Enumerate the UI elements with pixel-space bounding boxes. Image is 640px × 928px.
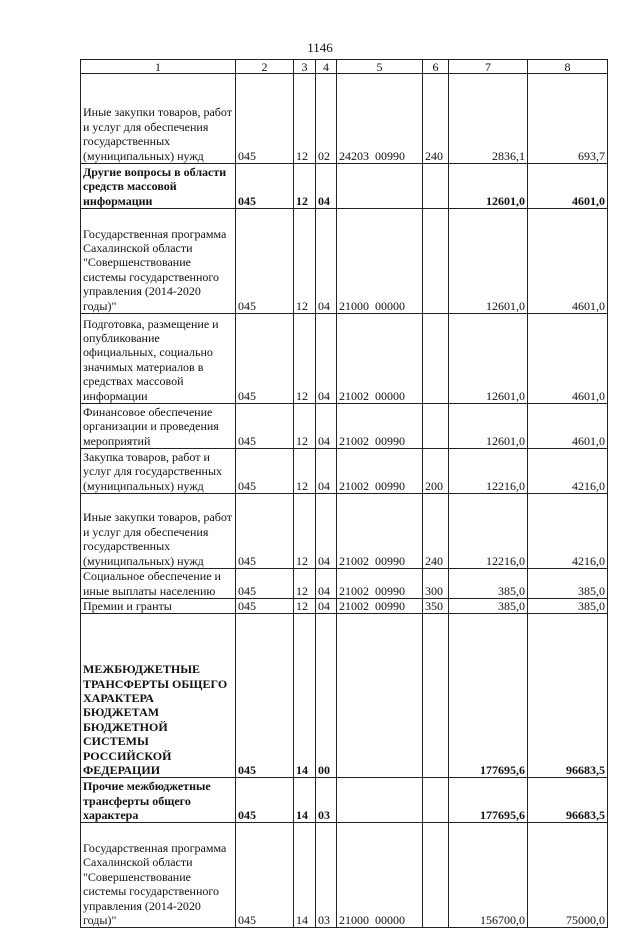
subchapter-code: 04 <box>316 164 337 209</box>
row-name: Иные закупки товаров, работ и услуг для обеспечения государственных (муниципальных) нужд <box>81 74 236 164</box>
table-row <box>81 614 608 778</box>
table-row <box>81 494 608 569</box>
table-row <box>81 599 608 614</box>
amount-col7: 385,0 <box>449 599 528 614</box>
column-header: 4 <box>316 60 337 74</box>
expense-type-code: 240 <box>423 74 449 164</box>
amount-col8: 75000,0 <box>528 823 608 928</box>
subchapter-code: 04 <box>316 449 337 494</box>
amount-col8: 4601,0 <box>528 209 608 314</box>
chapter-code: 12 <box>294 569 316 599</box>
chapter-code: 14 <box>294 778 316 823</box>
subchapter-code: 04 <box>316 404 337 449</box>
subchapter-code: 03 <box>316 823 337 928</box>
amount-col7: 12601,0 <box>449 404 528 449</box>
expense-type-code <box>423 404 449 449</box>
target-article-code: 21002 00000 <box>337 314 423 404</box>
target-article-code: 21000 00000 <box>337 209 423 314</box>
row-name: Подготовка, размещение и опубликование официальных, социально значимых материалов в средствах массовой информации <box>81 314 236 404</box>
chapter-code: 12 <box>294 494 316 569</box>
table-row <box>81 164 608 209</box>
column-header: 5 <box>337 60 423 74</box>
amount-col7: 12216,0 <box>449 494 528 569</box>
amount-col7: 12216,0 <box>449 449 528 494</box>
row-name: Социальное обеспечение и иные выплаты населению <box>81 569 236 599</box>
amount-col7: 12601,0 <box>449 209 528 314</box>
subchapter-code: 02 <box>316 74 337 164</box>
subchapter-code: 00 <box>316 614 337 778</box>
subchapter-code: 03 <box>316 778 337 823</box>
amount-col7: 2836,1 <box>449 74 528 164</box>
chapter-code: 12 <box>294 164 316 209</box>
target-article-code <box>337 614 423 778</box>
row-name: Прочие межбюджетные трансферты общего характера <box>81 778 236 823</box>
chapter-code: 12 <box>294 449 316 494</box>
column-header: 6 <box>423 60 449 74</box>
expense-type-code: 240 <box>423 494 449 569</box>
table-row <box>81 209 608 314</box>
target-article-code: 21002 00990 <box>337 449 423 494</box>
target-article-code: 21002 00990 <box>337 569 423 599</box>
subchapter-code: 04 <box>316 209 337 314</box>
chapter-code: 12 <box>294 209 316 314</box>
amount-col7: 12601,0 <box>449 164 528 209</box>
column-header: 7 <box>449 60 528 74</box>
target-article-code: 21002 00990 <box>337 404 423 449</box>
expense-type-code: 200 <box>423 449 449 494</box>
row-name: Государственная программа Сахалинской области "Совершенствование системы государственного управления (2014-2020 годы)" <box>81 823 236 928</box>
expense-type-code: 350 <box>423 599 449 614</box>
chapter-code: 12 <box>294 314 316 404</box>
target-article-code <box>337 778 423 823</box>
section-code: 045 <box>236 823 294 928</box>
subchapter-code: 04 <box>316 314 337 404</box>
amount-col7: 385,0 <box>449 569 528 599</box>
chapter-code: 14 <box>294 823 316 928</box>
expense-type-code <box>423 778 449 823</box>
amount-col8: 96683,5 <box>528 614 608 778</box>
section-code: 045 <box>236 449 294 494</box>
target-article-code: 21002 00990 <box>337 599 423 614</box>
section-code: 045 <box>236 314 294 404</box>
amount-col7: 177695,6 <box>449 614 528 778</box>
amount-col8: 4216,0 <box>528 494 608 569</box>
chapter-code: 12 <box>294 404 316 449</box>
amount-col8: 96683,5 <box>528 778 608 823</box>
table-row <box>81 314 608 404</box>
expense-type-code <box>423 209 449 314</box>
section-code: 045 <box>236 209 294 314</box>
section-code: 045 <box>236 778 294 823</box>
column-header: 8 <box>528 60 608 74</box>
amount-col7: 177695,6 <box>449 778 528 823</box>
target-article-code: 21000 00000 <box>337 823 423 928</box>
section-code: 045 <box>236 614 294 778</box>
section-code: 045 <box>236 494 294 569</box>
chapter-code: 14 <box>294 614 316 778</box>
table-row <box>81 778 608 823</box>
amount-col8: 4601,0 <box>528 314 608 404</box>
expense-type-code <box>423 614 449 778</box>
page-number: 1146 <box>307 40 333 55</box>
target-article-code: 21002 00990 <box>337 494 423 569</box>
table-row <box>81 404 608 449</box>
section-code: 045 <box>236 569 294 599</box>
chapter-code: 12 <box>294 74 316 164</box>
budget-table <box>80 59 608 928</box>
target-article-code: 24203 00990 <box>337 74 423 164</box>
amount-col8: 693,7 <box>528 74 608 164</box>
amount-col8: 385,0 <box>528 569 608 599</box>
table-row <box>81 449 608 494</box>
column-header: 2 <box>236 60 294 74</box>
row-name: Другие вопросы в области средств массовой информации <box>81 164 236 209</box>
column-header: 1 <box>81 60 236 74</box>
chapter-code: 12 <box>294 599 316 614</box>
expense-type-code <box>423 314 449 404</box>
row-name: Финансовое обеспечение организации и проведения мероприятий <box>81 404 236 449</box>
row-name: Государственная программа Сахалинской области "Совершенствование системы государственного управления (2014-2020 годы)" <box>81 209 236 314</box>
row-name: Премии и гранты <box>81 599 236 614</box>
row-name: Закупка товаров, работ и услуг для государственных (муниципальных) нужд <box>81 449 236 494</box>
section-code: 045 <box>236 74 294 164</box>
amount-col7: 12601,0 <box>449 314 528 404</box>
amount-col8: 4601,0 <box>528 164 608 209</box>
section-code: 045 <box>236 164 294 209</box>
amount-col8: 4601,0 <box>528 404 608 449</box>
row-name: Иные закупки товаров, работ и услуг для обеспечения государственных (муниципальных) нужд <box>81 494 236 569</box>
amount-col8: 4216,0 <box>528 449 608 494</box>
section-code: 045 <box>236 599 294 614</box>
target-article-code <box>337 164 423 209</box>
table-row <box>81 74 608 164</box>
table-row <box>81 569 608 599</box>
expense-type-code <box>423 164 449 209</box>
amount-col7: 156700,0 <box>449 823 528 928</box>
row-name: МЕЖБЮДЖЕТНЫЕ ТРАНСФЕРТЫ ОБЩЕГО ХАРАКТЕРА БЮДЖЕТАМ БЮДЖЕТНОЙ СИСТЕМЫ РОССИЙСКОЙ ФЕДЕРАЦИИ <box>81 614 236 778</box>
section-code: 045 <box>236 404 294 449</box>
table-row <box>81 823 608 928</box>
amount-col8: 385,0 <box>528 599 608 614</box>
subchapter-code: 04 <box>316 599 337 614</box>
expense-type-code: 300 <box>423 569 449 599</box>
subchapter-code: 04 <box>316 569 337 599</box>
header-row <box>81 60 608 74</box>
subchapter-code: 04 <box>316 494 337 569</box>
column-header: 3 <box>294 60 316 74</box>
expense-type-code <box>423 823 449 928</box>
